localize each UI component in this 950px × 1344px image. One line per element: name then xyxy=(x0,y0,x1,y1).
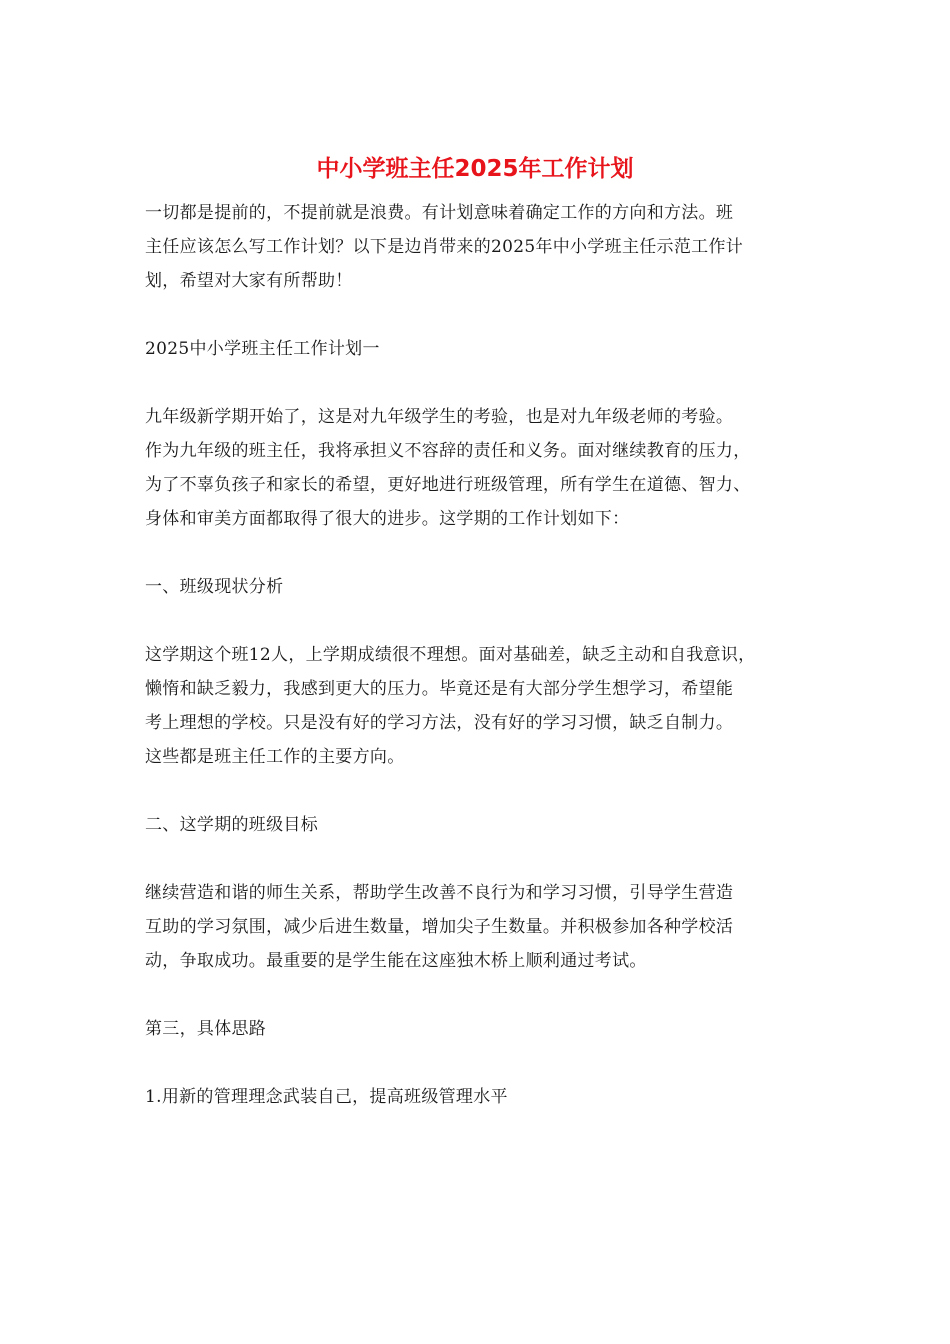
paragraph-gap xyxy=(145,604,810,638)
text-line: 懒惰和缺乏毅力，我感到更大的压力。毕竟还是有大部分学生想学习，希望能 xyxy=(145,679,734,699)
text-line: 动，争取成功。最重要的是学生能在这座独木桥上顺利通过考试。 xyxy=(145,951,647,971)
paragraph-gap xyxy=(145,978,810,1012)
text-line: 作为九年级的班主任，我将承担义不容辞的责任和义务。面对继续教育的压力， xyxy=(145,441,751,461)
text-line: 这些都是班主任工作的主要方向。 xyxy=(145,747,405,767)
paragraph-gap xyxy=(145,1046,810,1080)
document-title: 中小学班主任2025年工作计划 xyxy=(316,156,634,182)
section-heading xyxy=(145,1080,810,1114)
text-line: 第三，具体思路 xyxy=(145,1019,267,1039)
text-line: 这学期这个班12人，上学期成绩很不理想。面对基础差，缺乏主动和自我意识， xyxy=(145,645,756,665)
text-line: 一、班级现状分析 xyxy=(145,577,284,597)
text-line: 九年级新学期开始了，这是对九年级学生的考验，也是对九年级老师的考验。 xyxy=(145,407,734,427)
text-line: 继续营造和谐的师生关系，帮助学生改善不良行为和学习习惯，引导学生营造 xyxy=(145,883,734,903)
body-paragraph xyxy=(145,638,810,774)
text-line: 为了不辜负孩子和家长的希望，更好地进行班级管理，所有学生在道德、智力、 xyxy=(145,475,751,495)
text-line: 考上理想的学校。只是没有好的学习方法，没有好的学习习惯，缺乏自制力。 xyxy=(145,713,734,733)
text-line: 一切都是提前的，不提前就是浪费。有计划意味着确定工作的方向和方法。班 xyxy=(145,203,734,223)
paragraph-gap xyxy=(145,536,810,570)
section-heading xyxy=(145,808,810,842)
paragraph-gap xyxy=(145,774,810,808)
document-body xyxy=(145,196,810,1114)
text-line: 1.用新的管理理念武装自己，提高班级管理水平 xyxy=(145,1087,508,1107)
text-line: 二、这学期的班级目标 xyxy=(145,815,318,835)
section-heading xyxy=(145,1012,810,1046)
text-line: 划，希望对大家有所帮助！ xyxy=(145,271,353,291)
body-paragraph xyxy=(145,400,810,536)
text-line: 主任应该怎么写工作计划？以下是边肖带来的2025年中小学班主任示范工作计 xyxy=(145,237,744,257)
paragraph-gap xyxy=(145,366,810,400)
body-paragraph xyxy=(145,876,810,978)
paragraph-gap xyxy=(145,298,810,332)
text-line: 互助的学习氛围，减少后进生数量，增加尖子生数量。并积极参加各种学校活 xyxy=(145,917,734,937)
text-line: 身体和审美方面都取得了很大的进步。这学期的工作计划如下： xyxy=(145,509,630,529)
section-heading xyxy=(145,332,810,366)
paragraph-gap xyxy=(145,842,810,876)
text-line: 2025中小学班主任工作计划一 xyxy=(145,339,380,359)
section-heading xyxy=(145,570,810,604)
intro-paragraph xyxy=(145,196,810,298)
